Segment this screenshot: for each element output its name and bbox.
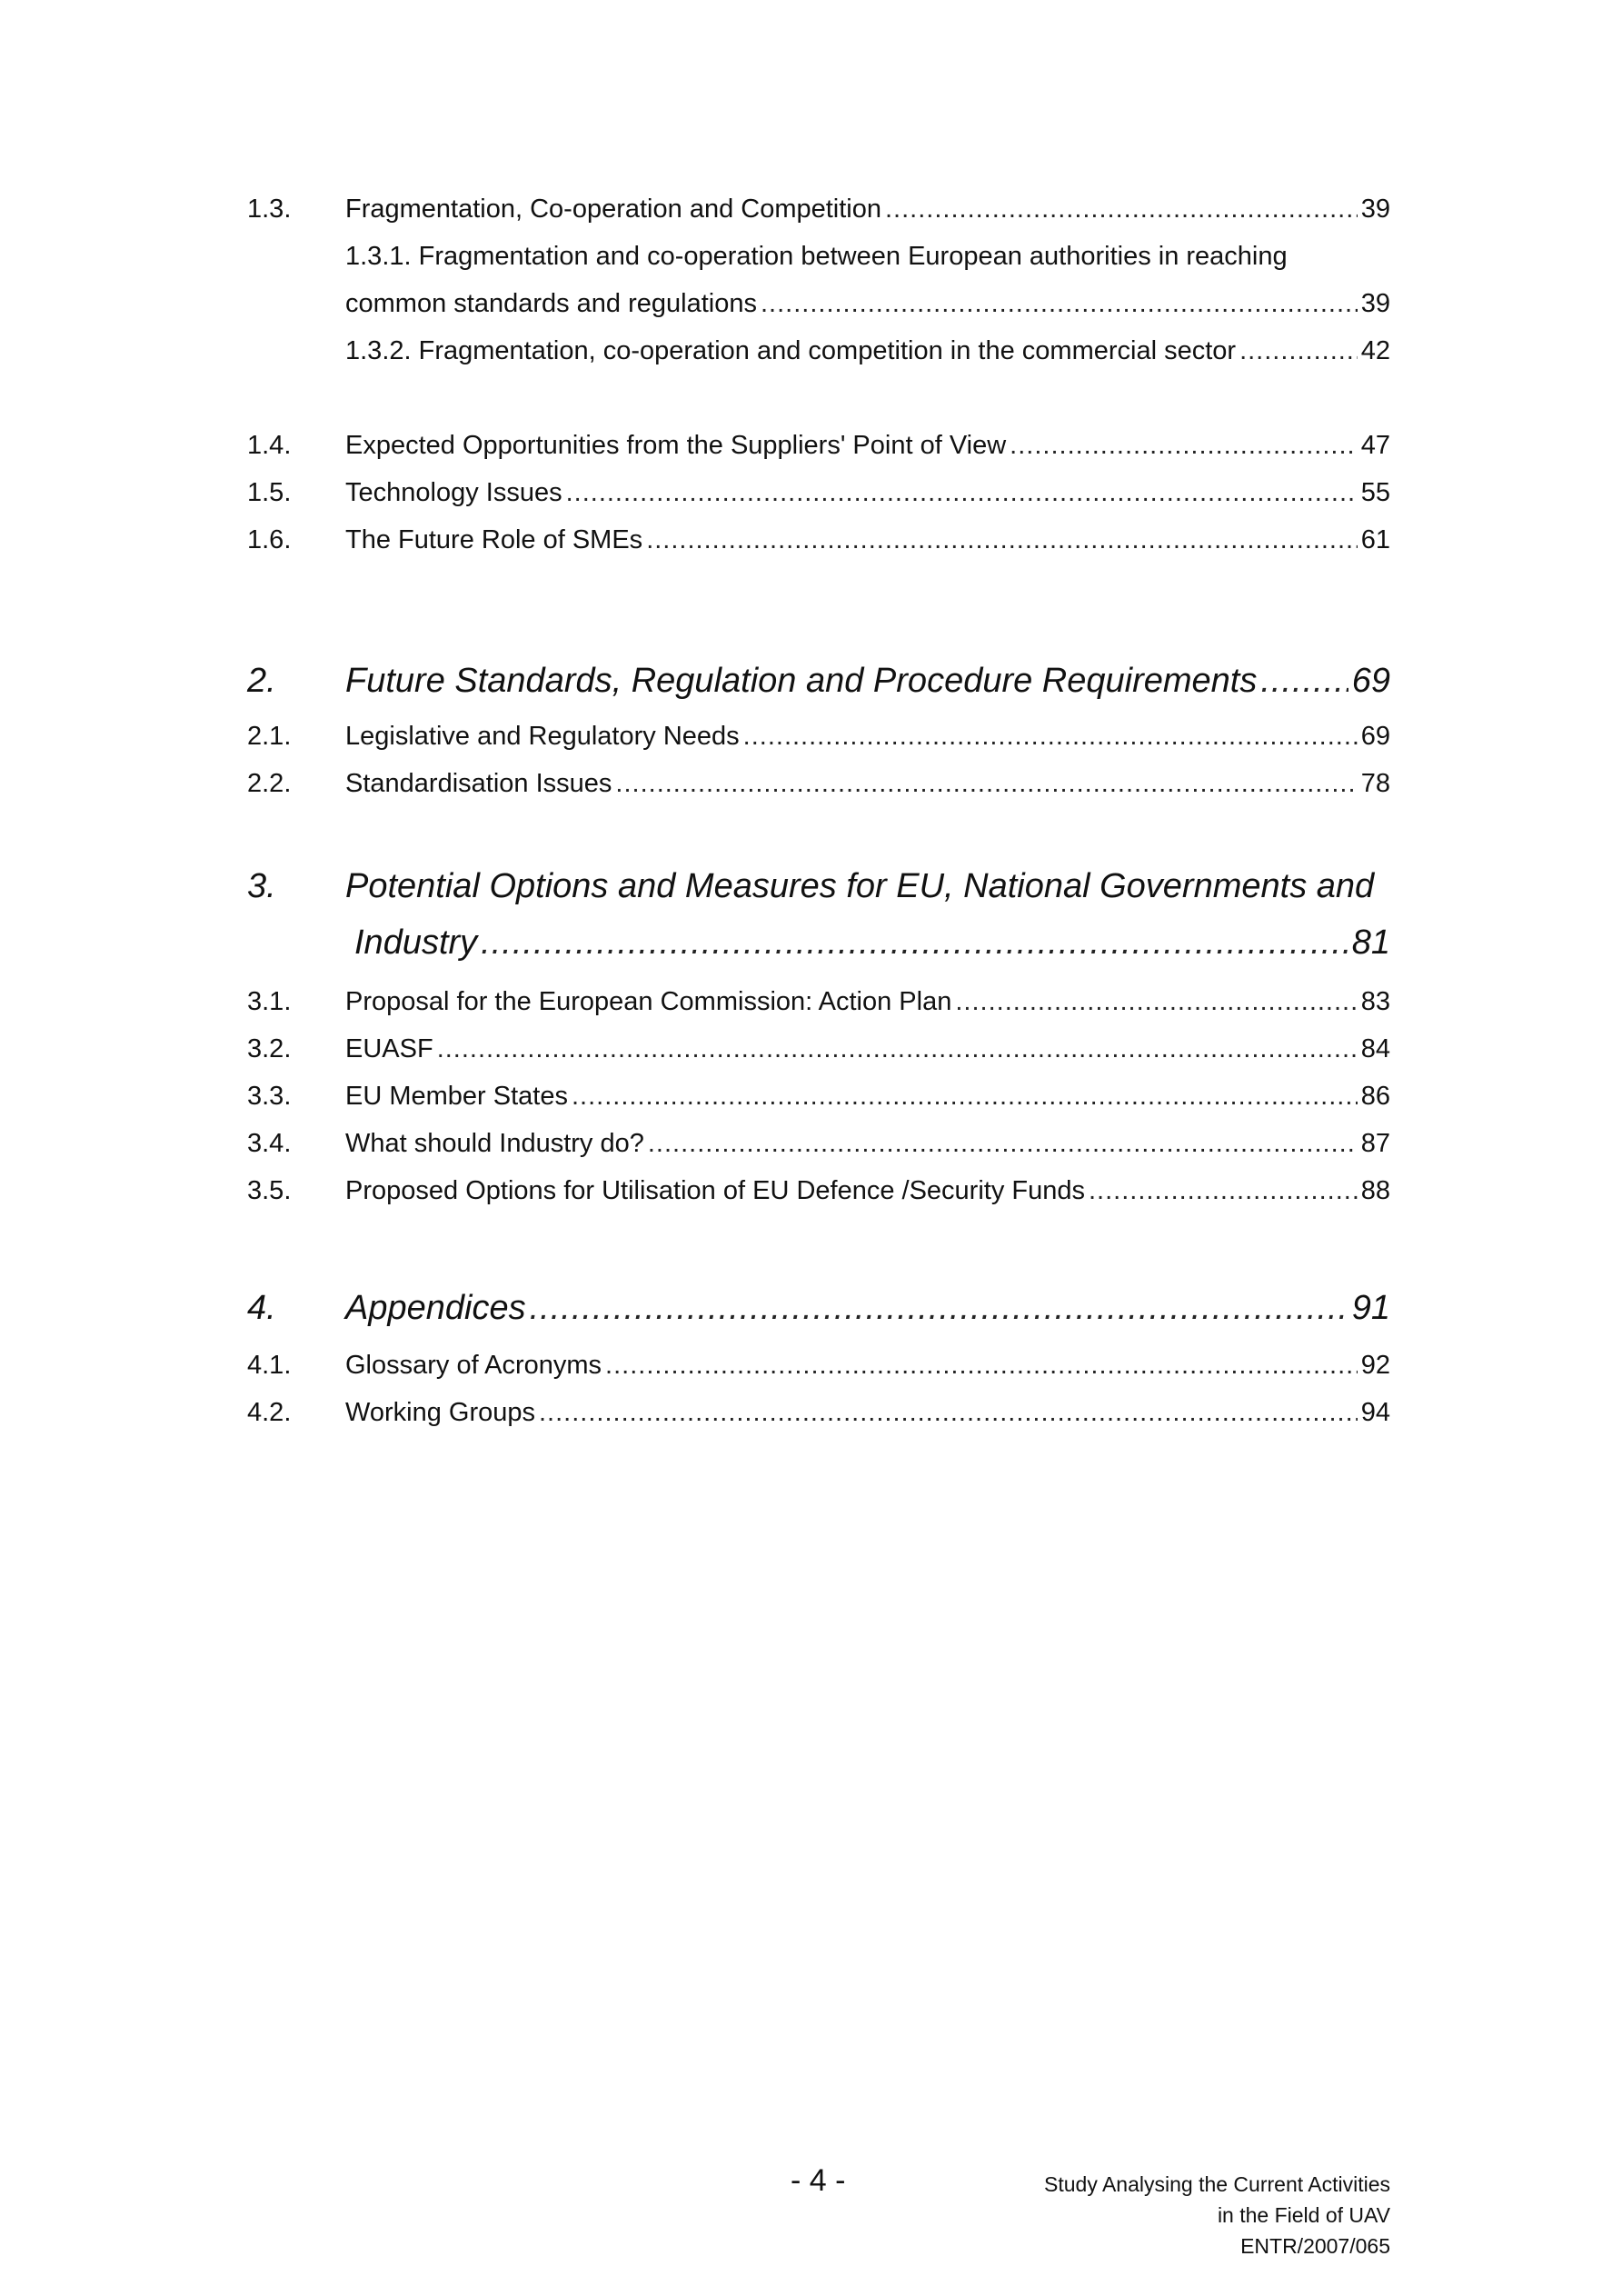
toc-chapter-2[interactable] — [247, 662, 1390, 701]
toc-title: Proposed Options for Utilisation of EU Defence /Security Funds — [345, 1176, 1085, 1205]
toc-page: 94 — [1360, 1398, 1390, 1427]
toc-page: 78 — [1360, 769, 1390, 798]
toc-entry-1-3-2[interactable] — [345, 336, 1390, 366]
dot-leader — [761, 289, 1358, 319]
toc-entry-1-3-1[interactable] — [345, 289, 1390, 319]
dot-leader — [646, 525, 1358, 555]
dot-leader — [539, 1398, 1358, 1428]
toc-chapter-3[interactable] — [354, 923, 1390, 963]
toc-title: The Future Role of SMEs — [345, 525, 643, 554]
toc-title: Fragmentation, Co-operation and Competition — [345, 195, 881, 224]
toc-page: 83 — [1360, 987, 1390, 1016]
dot-leader — [615, 769, 1357, 799]
dot-leader — [572, 1082, 1358, 1112]
toc-title: EU Member States — [345, 1082, 568, 1111]
toc-number: 1.3. — [247, 195, 292, 224]
toc-entry-1-5[interactable] — [247, 478, 1390, 508]
toc-title: EUASF — [345, 1034, 433, 1063]
toc-number: 4. — [247, 1289, 276, 1327]
toc-entry-4-2[interactable] — [247, 1398, 1390, 1428]
toc-title: Legislative and Regulatory Needs — [345, 722, 740, 751]
toc-page: 84 — [1360, 1034, 1390, 1063]
toc-title: Potential Options and Measures for EU, National Governments and — [345, 867, 1375, 905]
toc-entry-3-2[interactable] — [247, 1034, 1390, 1064]
toc-number: 1.6. — [247, 525, 292, 554]
dot-leader — [530, 1289, 1348, 1328]
toc-title: Expected Opportunities from the Suppliers' Point of View — [345, 431, 1007, 460]
toc-number: 3.3. — [247, 1082, 292, 1111]
toc-number: 3.1. — [247, 987, 292, 1016]
page-number: - 4 - — [791, 2163, 846, 2198]
dot-leader — [885, 195, 1358, 225]
toc-chapter-3-line1[interactable] — [247, 867, 1390, 906]
toc-entry-1-3[interactable] — [247, 195, 1390, 225]
dot-leader — [1239, 336, 1358, 366]
dot-leader — [743, 722, 1358, 752]
toc-title: What should Industry do? — [345, 1129, 644, 1158]
toc-page: 47 — [1360, 431, 1390, 460]
dot-leader — [437, 1034, 1358, 1064]
footer-line-2: in the Field of UAV — [1217, 2203, 1390, 2227]
toc-number: 4.1. — [247, 1351, 292, 1380]
toc-title: Future Standards, Regulation and Procedure Requirements — [345, 662, 1258, 700]
toc-title: Appendices — [345, 1289, 526, 1327]
toc-title: Industry — [354, 923, 478, 962]
toc-page: 55 — [1360, 478, 1390, 507]
toc-number: 3.5. — [247, 1176, 292, 1205]
toc-title: common standards and regulations — [345, 289, 757, 318]
toc-entry-3-3[interactable] — [247, 1082, 1390, 1112]
toc-number: 3.2. — [247, 1034, 292, 1063]
dot-leader — [566, 478, 1358, 508]
toc-number: 3.4. — [247, 1129, 292, 1158]
toc-number: 3. — [247, 867, 276, 905]
toc-title: Working Groups — [345, 1398, 535, 1427]
toc-title: Proposal for the European Commission: Action Plan — [345, 987, 952, 1016]
toc-number: 4.2. — [247, 1398, 292, 1427]
dot-leader — [648, 1129, 1358, 1159]
toc-number: 2.2. — [247, 769, 292, 798]
toc-title: 1.3.2. Fragmentation, co-operation and competition in the commercial sector — [345, 336, 1237, 365]
footer-line-3: ENTR/2007/065 — [1240, 2234, 1390, 2258]
toc-page: 92 — [1360, 1351, 1390, 1380]
toc-title: Technology Issues — [345, 478, 562, 507]
toc-entry-1-4[interactable] — [247, 431, 1390, 461]
footer-line-1: Study Analysing the Current Activities — [1044, 2172, 1390, 2196]
toc-entry-3-1[interactable] — [247, 987, 1390, 1017]
toc-page: 91 — [1351, 1289, 1390, 1327]
toc-number: 2. — [247, 662, 276, 700]
dot-leader — [1010, 431, 1358, 461]
toc-entry-3-5[interactable] — [247, 1176, 1390, 1206]
toc-title: Standardisation Issues — [345, 769, 612, 798]
toc-page: 86 — [1360, 1082, 1390, 1111]
dot-leader — [605, 1351, 1358, 1381]
toc-page: 42 — [1360, 336, 1390, 365]
dot-leader — [1260, 662, 1348, 701]
toc-entry-1-6[interactable] — [247, 525, 1390, 555]
toc-page: 39 — [1360, 195, 1390, 224]
toc-page: 69 — [1351, 662, 1390, 700]
toc-chapter-4[interactable] — [247, 1289, 1390, 1328]
toc-number: 1.4. — [247, 431, 292, 460]
toc-page: 81 — [1351, 923, 1390, 962]
toc-entry-1-3-1-line1[interactable]: 1.3.1. Fragmentation and co-operation between European authorities in reaching — [345, 242, 1288, 271]
toc-number: 2.1. — [247, 722, 292, 751]
dot-leader — [1089, 1176, 1358, 1206]
toc-page: 88 — [1360, 1176, 1390, 1205]
toc-number: 1.5. — [247, 478, 292, 507]
toc-entry-2-2[interactable] — [247, 769, 1390, 799]
dot-leader — [481, 923, 1348, 963]
toc-page: 61 — [1360, 525, 1390, 554]
toc-page: 69 — [1360, 722, 1390, 751]
toc-entry-3-4[interactable] — [247, 1129, 1390, 1159]
footer-document-info — [1044, 2169, 1390, 2261]
dot-leader — [955, 987, 1357, 1017]
toc-page: 39 — [1360, 289, 1390, 318]
toc-entry-4-1[interactable] — [247, 1351, 1390, 1381]
toc-entry-2-1[interactable] — [247, 722, 1390, 752]
toc-title: Glossary of Acronyms — [345, 1351, 602, 1380]
toc-page: 87 — [1360, 1129, 1390, 1158]
